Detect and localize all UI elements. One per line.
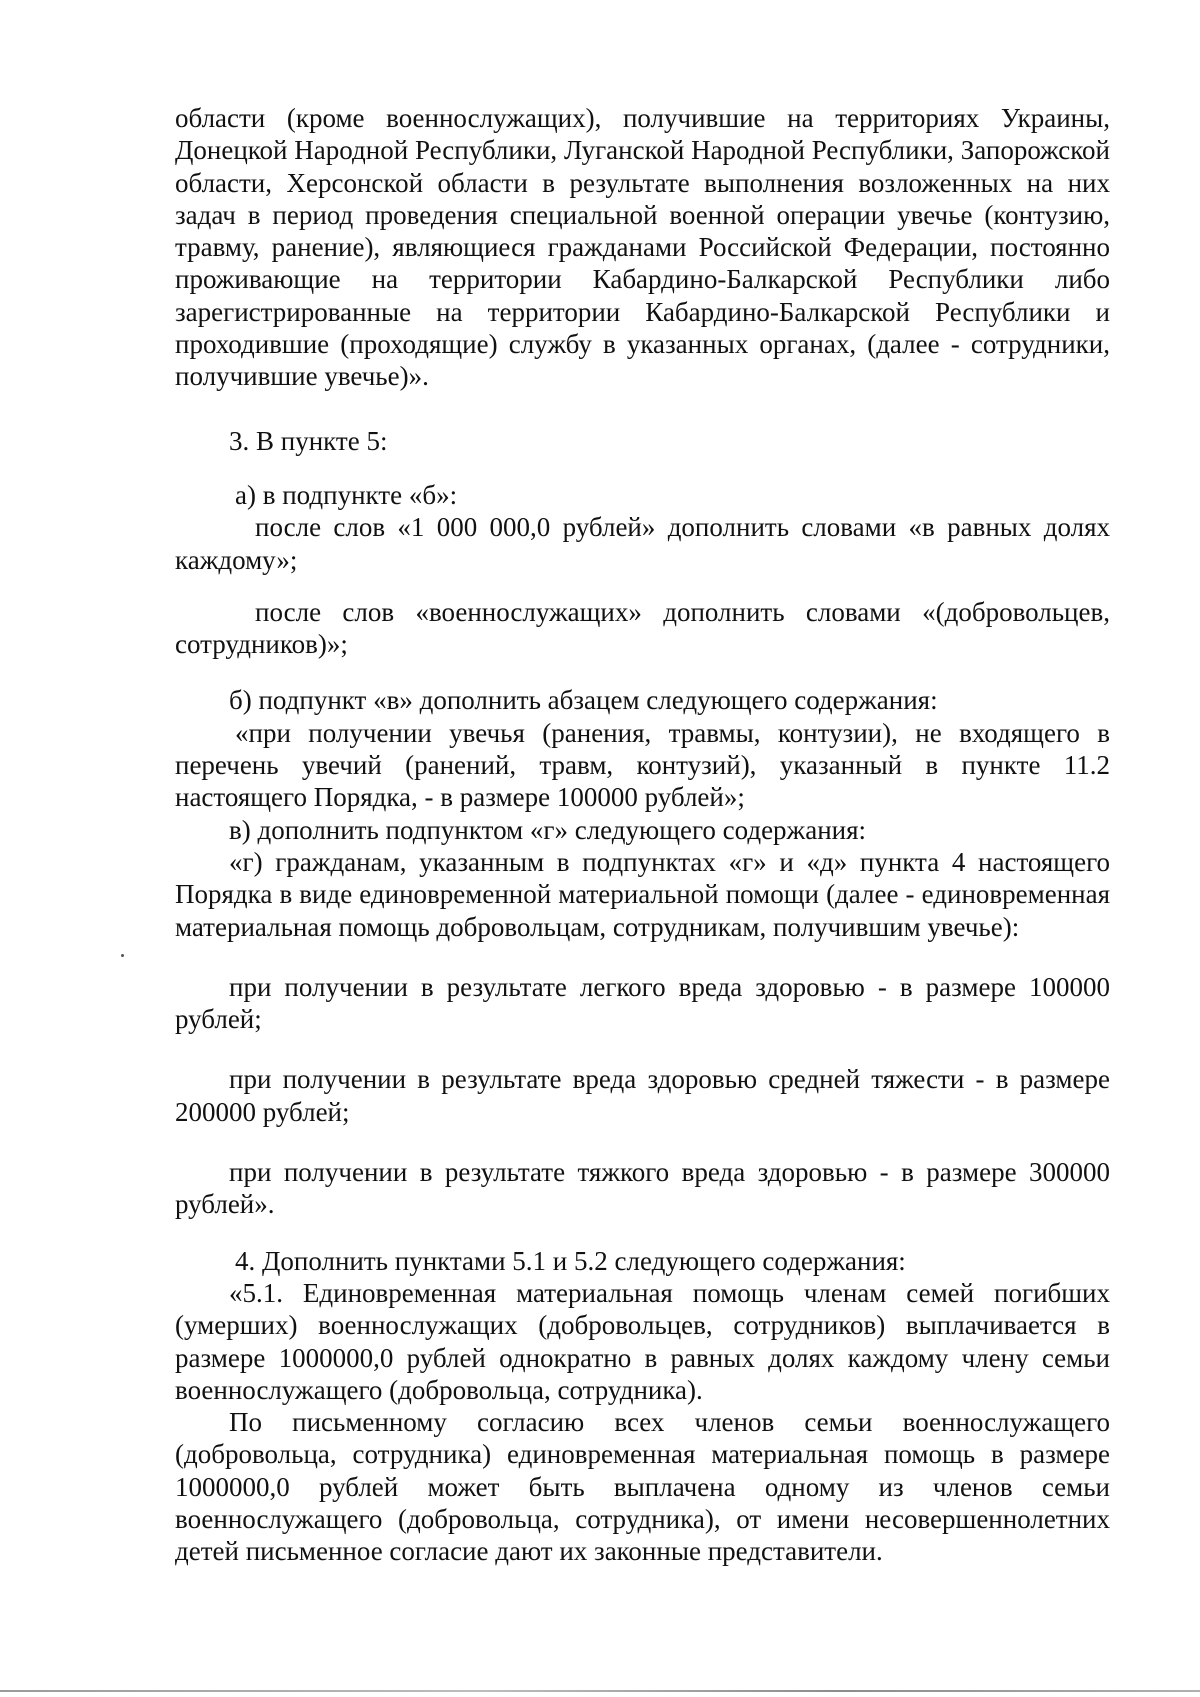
paragraph-subitem-a: а) в подпункте «б»: — [235, 479, 458, 510]
paragraph-subitem-g: «г) гражданам, указанным в подпунктах «г» и «д» пункта 4 настоящего Порядка в виде единовременной материальной помощи (далее - единовременная материальная помощь добровольцам, сотрудникам, получившим увечье): — [175, 846, 1110, 942]
paragraph-item-3: 3. В пункте 5: — [229, 425, 388, 456]
paragraph-medium-harm: при получении в результате вреда здоровью средней тяжести - в размере 200000 рублей; — [175, 1064, 1110, 1127]
paragraph-5-1: «5.1. Единовременная материальная помощь членам семей погибших (умерших) военнослужащих (добровольцев, сотрудников) выплачивается в размере 1000000,0 рублей однократно в равных долях каждому члену семьи военнослужащего (добровольца, сотрудника). — [175, 1277, 1110, 1405]
paragraph-light-harm: при получении в результате легкого вреда здоровью - в размере 100000 рублей; — [175, 971, 1110, 1035]
paragraph-item-4: 4. Дополнить пунктами 5.1 и 5.2 следующего содержания: — [235, 1245, 906, 1276]
paragraph-injury-clause: «при получении увечья (ранения, травмы, контузии), не входящего в перечень увечий (ранений, травм, контузий), указанный в пункте 11.2 настоящего Порядка, - в размере 100000 рублей»; — [175, 717, 1110, 813]
paragraph-severe-harm: при получении в результате тяжкого вреда здоровью - в размере 300000 рублей». — [175, 1157, 1110, 1220]
scan-bottom-edge — [0, 1690, 1200, 1692]
paragraph-written-consent: По письменному согласию всех членов семьи военнослужащего (добровольца, сотрудника) единовременная материальная помощь в размере 1000000,0 рублей может быть выплачена одному из членов семьи военнослужащего (добровольца, сотрудника), от имени несовершеннолетних детей письменное согласие дают их законные представители. — [175, 1407, 1110, 1567]
document-body — [175, 102, 1110, 1568]
paragraph-subitem-v: в) дополнить подпунктом «г» следующего содержания: — [229, 814, 867, 845]
paragraph-amendment-1: после слов «1 000 000,0 рублей» дополнить словами «в равных долях каждому»; — [175, 512, 1110, 575]
paragraph-1: области (кроме военнослужащих), получившие на территориях Украины, Донецкой Народной Республики, Луганской Народной Республики, Запорожской области, Херсонской области в результате выполнения возложенных на них задач в период проведения специальной военной операции увечье (контузию, травму, ранение), являющиеся гражданами Российской Федерации, постоянно проживающие на территории Кабардино-Балкарской Республики либо зарегистрированные на территории Кабардино-Балкарской Республики и проходившие (проходящие) службу в указанных органах, (далее - сотрудники, получившие увечье)». — [175, 103, 1110, 392]
scan-speck — [121, 954, 124, 957]
paragraph-subitem-b: б) подпункт «в» дополнить абзацем следующего содержания: — [229, 685, 938, 716]
paragraph-amendment-2: после слов «военнослужащих» дополнить словами «(добровольцев, сотрудников)»; — [175, 596, 1110, 660]
